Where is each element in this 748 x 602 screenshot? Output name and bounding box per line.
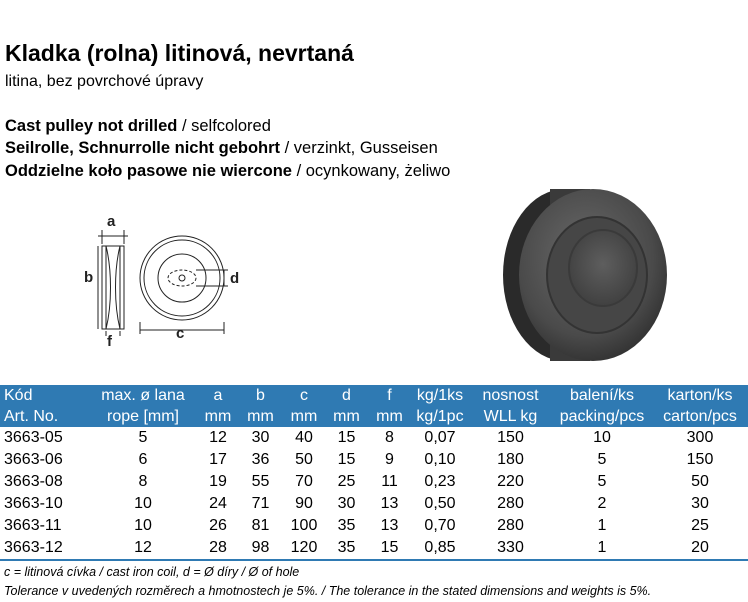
table-cell: 35 [337,517,356,534]
column-header: mm [204,407,232,425]
column-header: Kód [4,386,33,404]
table-row [0,493,748,515]
column-header: balení/ks [569,386,635,404]
table-cell: 3663-10 [4,495,63,512]
column-header: Art. No. [4,407,59,425]
column-header: karton/ks [667,386,733,404]
table-cell: 19 [209,473,227,490]
table-cell: 30 [691,495,709,512]
table-cell: 50 [691,473,709,490]
column-header: mm [247,407,274,425]
table-cell: 12 [209,429,227,446]
table-cell: 98 [238,537,283,560]
table-cell: 9 [385,451,394,468]
translation-pl [5,162,450,181]
column-header: f [387,386,392,404]
table-cell: 3663-12 [0,537,88,560]
translation-de-name: Seilrolle, Schnurrolle nicht gebohrt [5,139,281,157]
table-cell: 25 [337,473,356,490]
table-cell: 15 [337,429,356,446]
table-cell: 26 [209,517,227,534]
dim-label-d: d [230,270,240,287]
table-cell: 13 [380,517,399,534]
table-cell: 220 [497,473,524,490]
table-cell: 90 [295,495,313,512]
translation-en-name: Cast pulley not drilled [5,117,178,135]
table-cell: 25 [691,517,709,534]
column-header: carton/pcs [663,407,737,425]
table-cell: 70 [295,473,313,490]
table-cell: 3663-08 [4,473,63,490]
table-cell: 0,70 [424,517,456,534]
table-cell: 3663-06 [4,451,63,468]
column-header: mm [333,407,360,425]
translation-en-rest: / selfcolored [177,117,271,135]
table-row [0,427,748,449]
translation-de [5,139,438,158]
column-header: kg/1ks [416,386,464,404]
column-header: kg/1pc [416,407,464,425]
footnote-legend: c = litinová cívka / cast iron coil, d = Ø díry / Ø of hole [4,565,300,579]
pulley-front-outer [140,236,224,320]
dim-label-a: a [107,213,116,230]
table-cell: 8 [138,473,148,490]
table-cell: 3663-05 [4,429,63,446]
table-cell: 330 [469,537,552,560]
column-header: c [300,386,308,404]
translation-de-rest: / verzinkt, Gusseisen [280,139,438,157]
table-cell: 280 [497,495,524,512]
translation-pl-name: Oddzielne koło pasowe nie wiercone [5,162,292,180]
pulley-profile-outline [102,246,124,329]
table-cell: 35 [325,537,368,560]
table-cell: 24 [209,495,227,512]
table-row [0,515,748,537]
table-cell: 81 [251,517,270,534]
translation-en [5,117,271,136]
table-cell: 6 [138,451,148,468]
table-cell: 100 [290,517,318,534]
table-cell: 150 [497,429,524,446]
table-cell: 0,23 [424,473,456,490]
column-header: packing/pcs [559,407,645,425]
table-cell: 20 [652,537,748,560]
table-cell: 180 [497,451,524,468]
table-cell: 5 [597,451,607,468]
table-cell: 300 [686,429,714,446]
table-cell: 8 [385,429,394,446]
table-cell: 15 [368,537,411,560]
column-header: b [256,386,265,404]
table-cell: 0,85 [411,537,469,560]
table-cell: 0,07 [424,429,456,446]
column-header: mm [376,407,403,425]
column-header: a [213,386,223,404]
table-cell: 71 [251,495,270,512]
table-cell: 50 [295,451,313,468]
table-cell: 30 [251,429,270,446]
table-cell: 150 [686,451,714,468]
product-title: Kladka (rolna) litinová, nevrtaná [5,40,354,66]
table-cell: 55 [251,473,270,490]
table-row [0,471,748,493]
table-cell: 0,10 [424,451,456,468]
table-cell: 3663-11 [4,517,62,534]
table-cell: 13 [380,495,399,512]
table-header-row [0,385,748,406]
column-header: max. ø lana [101,386,185,404]
table-cell: 10 [134,517,152,534]
table-row [0,449,748,471]
column-header: rope [mm] [106,407,179,425]
product-subtitle: litina, bez povrchové úpravy [5,73,204,90]
spec-table [0,385,748,561]
table-cell: 10 [593,429,611,446]
table-cell: 1 [552,537,652,560]
table-cell: 17 [209,451,227,468]
table-row [0,537,748,560]
column-header: WLL kg [483,407,538,425]
table-cell: 12 [88,537,198,560]
table-cell: 30 [337,495,356,512]
table-cell: 2 [597,495,607,512]
dim-label-f: f [107,333,112,350]
column-header: d [342,386,351,404]
table-cell: 28 [198,537,238,560]
pulley-hole [179,275,185,281]
column-header: mm [290,407,318,425]
table-cell: 36 [251,451,270,468]
table-header-row [0,406,748,427]
table-cell: 280 [497,517,524,534]
table-cell: 40 [295,429,313,446]
column-header: nosnost [482,386,539,404]
table-cell: 10 [134,495,152,512]
table-cell: 11 [381,473,398,490]
dim-label-c: c [176,325,185,342]
table-cell: 15 [337,451,356,468]
translation-pl-rest: / ocynkowany, żeliwo [292,162,451,180]
table-cell: 1 [597,517,607,534]
technical-drawing [78,210,253,350]
table-cell: 5 [138,429,148,446]
dim-label-b: b [84,269,94,286]
table-cell: 5 [597,473,607,490]
footnote-tolerance: Tolerance v uvedených rozměrech a hmotnostech je 5%. / The tolerance in the stated dimensions and weights is 5%. [4,584,652,598]
table-cell: 120 [283,537,325,560]
product-photo [495,180,675,370]
table-cell: 0,50 [424,495,456,512]
pulley-hub [569,230,637,306]
